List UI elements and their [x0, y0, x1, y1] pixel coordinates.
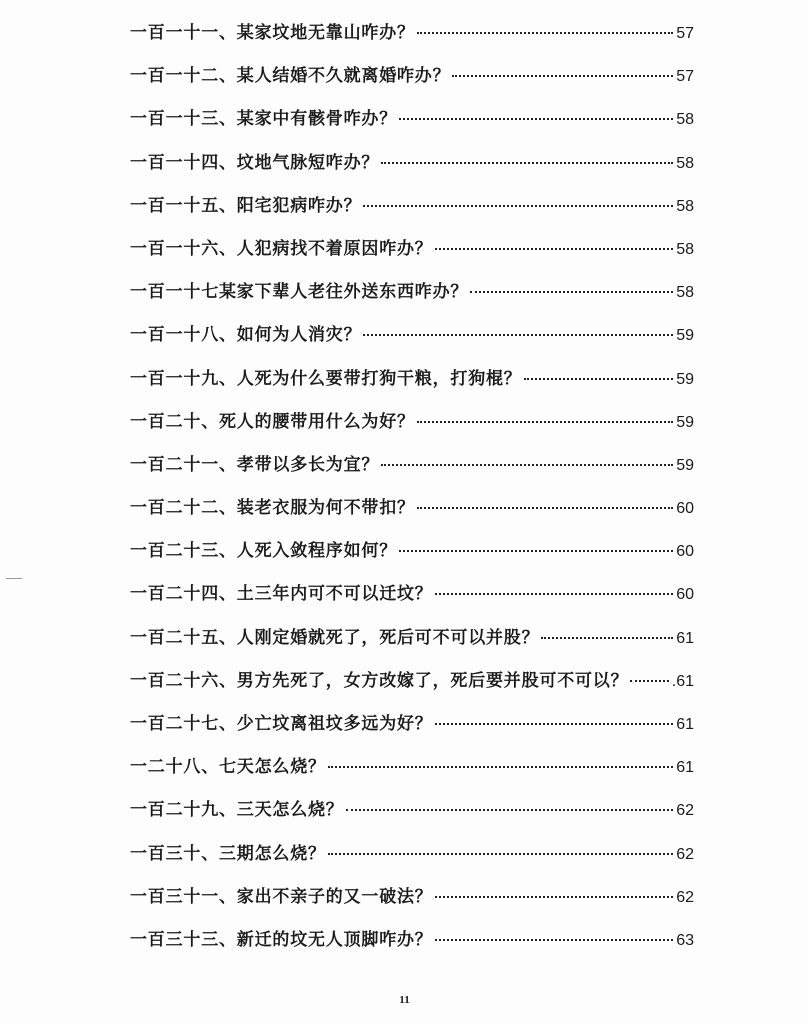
toc-entry-page: 58	[676, 197, 694, 215]
toc-entry-title: 一百一十六、人犯病找不着原因咋办？	[130, 238, 433, 259]
toc-entry-title: 一百二十二、装老衣服为何不带扣？	[130, 498, 415, 519]
toc-entry-title: 一百一十五、阳宅犯病咋办？	[130, 195, 362, 216]
toc-entry	[130, 100, 694, 143]
toc-entry	[130, 921, 694, 964]
toc-entry-title: 一百一十七某家下辈人老往外送东西咋办？	[130, 282, 469, 303]
margin-mark	[6, 578, 22, 579]
toc-entry	[130, 489, 694, 532]
dot-leader	[417, 507, 673, 509]
dot-leader	[524, 378, 674, 380]
dot-leader	[417, 421, 673, 423]
dot-leader	[417, 32, 673, 34]
toc-entry-title: 一百二十、死人的腰带用什么为好？	[130, 411, 415, 432]
toc-entry-title: 一百二十七、少亡坟离祖坟多远为好？	[130, 714, 433, 734]
toc-entry	[130, 144, 694, 187]
toc-entry-page: 58	[676, 240, 694, 258]
table-of-contents	[130, 14, 694, 964]
dot-leader	[435, 593, 674, 595]
toc-entry-page: 59	[676, 413, 694, 431]
toc-entry	[130, 230, 694, 273]
toc-entry-title: 一百二十一、孝带以多长为宜？	[130, 454, 380, 475]
toc-entry-page: 63	[676, 931, 694, 949]
toc-entry-title: 一百一十一、某家坟地无靠山咋办？	[130, 23, 415, 43]
toc-entry	[130, 662, 694, 705]
toc-entry-page: 58	[676, 284, 694, 302]
toc-entry	[130, 705, 694, 748]
toc-entry-title: 一百三十三、新迁的坟无人顶脚咋办？	[130, 929, 433, 950]
toc-entry-page: 61	[676, 716, 694, 733]
toc-entry-title: 一百一十三、某家中有骸骨咋办？	[130, 109, 397, 130]
dot-leader	[630, 680, 668, 682]
toc-entry-page: 59	[676, 456, 694, 474]
toc-entry-title: 一百二十五、人刚定婚就死了，死后可不可以并股？	[130, 627, 540, 648]
toc-entry	[130, 835, 694, 878]
toc-entry	[130, 14, 694, 57]
dot-leader	[381, 464, 673, 466]
page-number: 11	[399, 994, 410, 1006]
toc-entry-page: 62	[676, 802, 694, 820]
toc-entry-title: 一二十八、七天怎么烧？	[130, 757, 326, 778]
toc-entry-title: 一百一十八、如何为人消灾？	[130, 325, 362, 346]
toc-entry	[130, 316, 694, 359]
toc-entry-page: 58	[676, 111, 694, 129]
toc-entry-page: 62	[676, 888, 694, 906]
dot-leader	[435, 896, 674, 898]
dot-leader	[381, 162, 673, 164]
toc-entry-page: 61	[676, 629, 694, 647]
toc-entry-title: 一百二十三、人死入敛程序如何？	[130, 541, 397, 562]
toc-entry	[130, 748, 694, 791]
toc-entry	[130, 575, 694, 618]
toc-entry-page: 58	[676, 154, 694, 172]
dot-leader	[435, 723, 674, 725]
toc-entry-title: 一百一十九、人死为什么要带打狗干粮，打狗棍？	[130, 368, 522, 389]
toc-entry	[130, 619, 694, 662]
dot-leader	[399, 118, 673, 120]
toc-entry-page: 60	[676, 586, 694, 604]
dot-leader	[399, 550, 673, 552]
dot-leader	[541, 637, 673, 639]
toc-entry-page: .61	[671, 672, 694, 690]
toc-entry	[130, 532, 694, 575]
toc-entry-title: 一百一十四、坟地气脉短咋办？	[130, 152, 380, 173]
toc-entry-page: 57	[676, 25, 694, 42]
dot-leader	[363, 334, 673, 336]
toc-entry-title: 一百二十六、男方先死了，女方改嫁了，死后要并股可不可以？	[130, 670, 629, 691]
toc-entry-page: 61	[676, 759, 694, 777]
toc-entry	[130, 360, 694, 403]
toc-entry	[130, 446, 694, 489]
dot-leader	[363, 205, 673, 207]
toc-entry-title: 一百二十九、三天怎么烧？	[130, 800, 344, 821]
toc-entry	[130, 57, 694, 100]
dot-leader	[470, 291, 673, 293]
toc-entry	[130, 273, 694, 316]
toc-entry-page: 59	[676, 327, 694, 345]
dot-leader	[435, 248, 674, 250]
toc-entry-title: 一百三十、三期怎么烧？	[130, 843, 326, 864]
toc-entry-page: 60	[676, 500, 694, 518]
dot-leader	[328, 766, 673, 768]
toc-entry	[130, 791, 694, 834]
toc-entry	[130, 187, 694, 230]
dot-leader	[346, 809, 674, 811]
toc-entry-page: 60	[676, 543, 694, 561]
toc-entry-title: 一百一十二、某人结婚不久就离婚咋办？	[130, 66, 451, 87]
toc-entry-title: 一百三十一、家出不亲子的又一破法？	[130, 886, 433, 907]
toc-entry-page: 62	[676, 845, 694, 863]
dot-leader	[435, 939, 674, 941]
toc-entry-page: 59	[676, 370, 694, 388]
toc-entry-title: 一百二十四、土三年内可不可以迁坟？	[130, 584, 433, 605]
toc-entry	[130, 403, 694, 446]
dot-leader	[452, 75, 673, 77]
toc-entry	[130, 878, 694, 921]
dot-leader	[328, 853, 673, 855]
toc-entry-page: 57	[676, 68, 694, 86]
